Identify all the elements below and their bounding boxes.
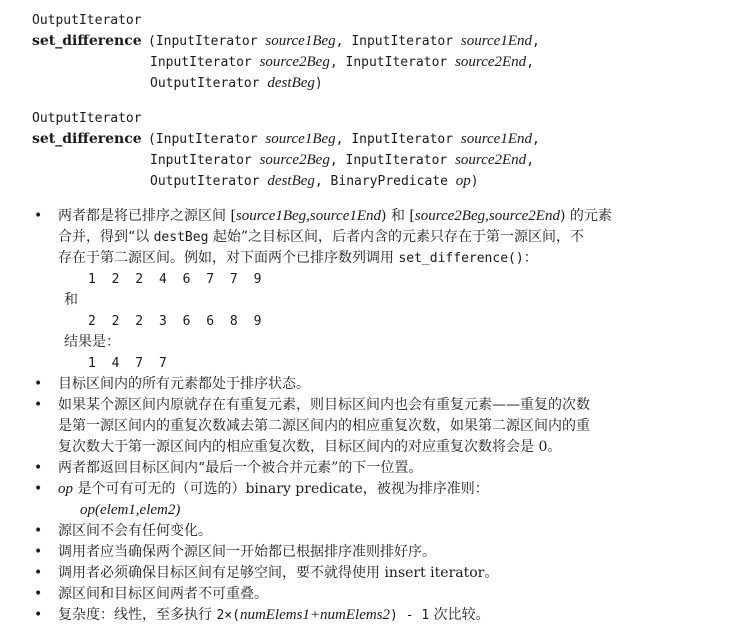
bullet-icon: • — [34, 565, 43, 581]
predicate-signature: op(elem1,elem2) — [80, 502, 181, 518]
return-type: OutputIterator — [32, 111, 142, 126]
list-item: • 目标区间内的所有元素都处于排序状态。 — [32, 374, 723, 395]
function-name: set_difference — [32, 131, 142, 147]
signature-2: OutputIterator set_difference (InputIterator source1Beg, InputIterator source1End, InputIterator source2Beg, InputIterator source2End, OutputIterator destBeg, BinaryPredicate op) — [32, 108, 723, 192]
list-item: • 如果某个源区间内原就存在有重复元素，则目标区间内也会有重复元素——重复的次数 是第一源区间内的重复次数减去第二源区间内的相应重复次数，如果第二源区间内的重 复次数大于第一源区间内的相应重复次数，目标区间内的对应重复次数将会是 0。 — [34, 397, 590, 455]
bullet-icon: • — [34, 376, 43, 392]
and-label: 和 — [64, 292, 78, 308]
list-item: • 调用者应当确保两个源区间一开始都已根据排序准则排好序。 — [32, 542, 723, 563]
list-item: • 两者都是将已排序之源区间 [source1Beg,source1End) 和 [source2Beg,source2End) 的元素 合并，得到“以 destBeg 起始”之目标区间，后者内含的元素只存在于第一源区间，不 存在于第二源区间。例如，对下面两个已排序数列调用 set_difference()： 1 2 2 4 6 7 7 9 和 2 2 2 3 6 6 8 9 结果是： 1 4 7 7 — [32, 206, 723, 374]
sequence-1: 1 2 2 4 6 7 7 9 — [88, 272, 266, 287]
bullet-icon: • — [34, 481, 43, 497]
list-item: • 两者都返回目标区间内“最后一个被合并元素”的下一位置。 — [32, 458, 723, 479]
sequence-2: 2 2 2 3 6 6 8 9 — [88, 314, 266, 329]
list-item: • op 是个可有可无的（可选的）binary predicate，被视为排序准则： op(elem1,elem2) — [32, 479, 723, 521]
bullet-icon: • — [34, 523, 43, 539]
return-type: OutputIterator — [32, 13, 142, 28]
bullet-icon: • — [34, 397, 43, 413]
list-item: • 调用者必须确保目标区间有足够空间，要不就得使用 insert iterator。 — [32, 563, 723, 584]
bullet-icon: • — [34, 208, 43, 224]
bullet-icon: • — [34, 607, 43, 623]
signature-1: OutputIterator set_difference (InputIterator source1Beg, InputIterator source1End, InputIterator source2Beg, InputIterator source2End, OutputIterator destBeg) — [32, 10, 723, 94]
bullet-icon: • — [34, 586, 43, 602]
notes-list — [32, 206, 723, 626]
list-item: • 复杂度：线性，至多执行 2×(numElems1+numElems2) - 1 次比较。 — [32, 605, 723, 626]
result-label: 结果是： — [64, 334, 120, 350]
bullet-icon: • — [34, 460, 43, 476]
list-item: • 源区间不会有任何变化。 — [32, 521, 723, 542]
list-item: • 源区间和目标区间两者不可重叠。 — [32, 584, 723, 605]
function-name: set_difference — [32, 33, 142, 49]
sequence-result: 1 4 7 7 — [88, 356, 171, 371]
bullet-icon: • — [34, 544, 43, 560]
